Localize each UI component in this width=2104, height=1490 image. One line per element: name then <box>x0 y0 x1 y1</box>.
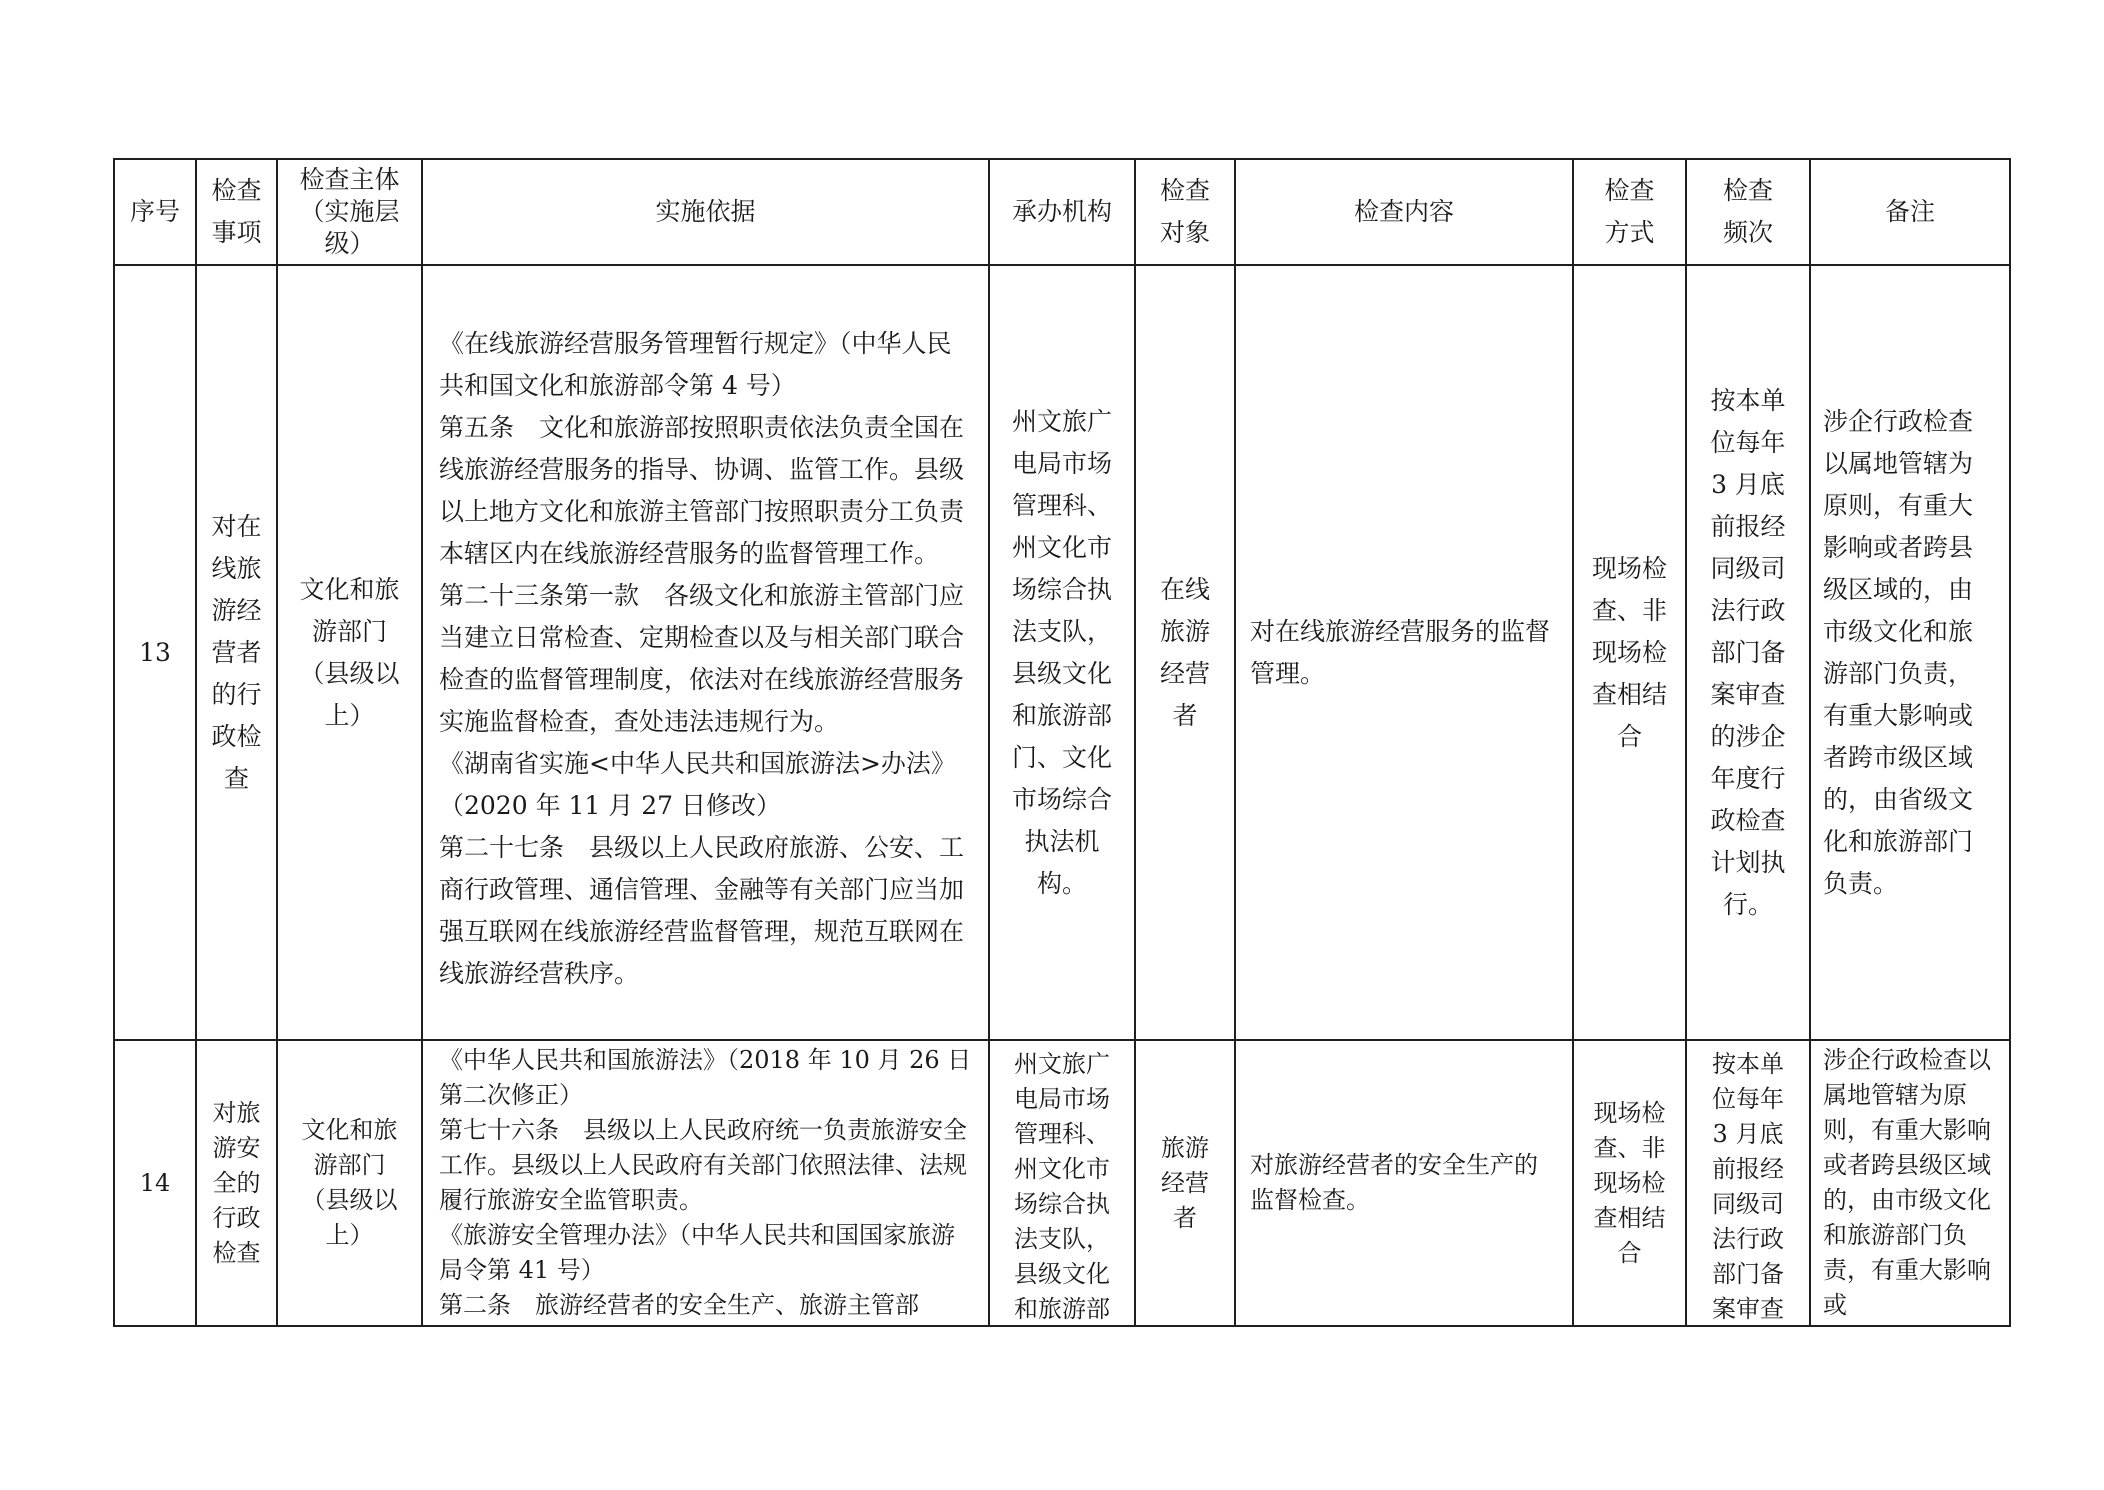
cell-agency: 州文旅广 电局市场 管理科、 州文化市 场综合执 法支队， 县级文化 和旅游部 <box>989 1040 1135 1326</box>
cell-item: 对旅 游安 全的 行政 检查 <box>196 1040 277 1326</box>
cell-method: 现场检 查、非 现场检 查相结 合 <box>1573 1040 1686 1326</box>
header-note: 备注 <box>1810 159 2010 265</box>
cell-note: 涉企行政检查以属地管辖为原则，有重大影响或者跨县级区域的，由市级文化和旅游部门负责，有重大影响或 <box>1810 1040 2010 1326</box>
cell-subject: 文化和旅 游部门 （县级以 上） <box>277 265 422 1040</box>
cell-seq: 14 <box>114 1040 196 1326</box>
inspection-table <box>113 158 2011 1327</box>
cell-frequency: 按本单 位每年 3 月底 前报经 同级司 法行政 部门备 案审查 的涉企 年度行 政检查 计划执 行。 <box>1686 265 1810 1040</box>
header-method: 检查 方式 <box>1573 159 1686 265</box>
cell-target: 在线 旅游 经营 者 <box>1135 265 1235 1040</box>
cell-agency: 州文旅广 电局市场 管理科、 州文化市 场综合执 法支队， 县级文化 和旅游部 门、文化 市场综合 执法机 构。 <box>989 265 1135 1040</box>
cell-frequency: 按本单 位每年 3 月底 前报经 同级司 法行政 部门备 案审查 <box>1686 1040 1810 1326</box>
header-subject: 检查主体 （实施层 级） <box>277 159 422 265</box>
cell-basis: 《在线旅游经营服务管理暂行规定》（中华人民共和国文化和旅游部令第 4 号） 第五条 文化和旅游部按照职责依法负责全国在线旅游经营服务的指导、协调、监管工作。县级以上地方文化和旅游主管部门按照职责分工负责本辖区内在线旅游经营服务的监督管理工作。 第二十三条第一款 各级文化和旅游主管部门应当建立日常检查、定期检查以及与相关部门联合检查的监督管理制度，依法对在线旅游经营服务实施监督检查，查处违法违规行为。 《湖南省实施<中华人民共和国旅游法>办法》（2020 年 11 月 27 日修改） 第二十七条 县级以上人民政府旅游、公安、工商行政管理、通信管理、金融等有关部门应当加强互联网在线旅游经营监督管理，规范互联网在线旅游经营秩序。 <box>422 265 989 1040</box>
header-content: 检查内容 <box>1235 159 1573 265</box>
cell-note: 涉企行政检查以属地管辖为原则，有重大影响或者跨县级区域的，由市级文化和旅游部门负责，有重大影响或者跨市级区域的，由省级文化和旅游部门负责。 <box>1810 265 2010 1040</box>
cell-content: 对在线旅游经营服务的监督管理。 <box>1235 265 1573 1040</box>
cell-method: 现场检 查、非 现场检 查相结 合 <box>1573 265 1686 1040</box>
table-row <box>114 1040 2010 1326</box>
header-target: 检查 对象 <box>1135 159 1235 265</box>
cell-seq: 13 <box>114 265 196 1040</box>
cell-basis: 《中华人民共和国旅游法》（2018 年 10 月 26 日第二次修正） 第七十六条 县级以上人民政府统一负责旅游安全工作。县级以上人民政府有关部门依照法律、法规履行旅游安全监管职责。 《旅游安全管理办法》（中华人民共和国国家旅游局令第 41 号） 第二条 旅游经营者的安全生产、旅游主管部 <box>422 1040 989 1326</box>
header-agency: 承办机构 <box>989 159 1135 265</box>
header-basis: 实施依据 <box>422 159 989 265</box>
header-frequency: 检查 频次 <box>1686 159 1810 265</box>
cell-target: 旅游 经营 者 <box>1135 1040 1235 1326</box>
table-row <box>114 265 2010 1040</box>
cell-subject: 文化和旅 游部门 （县级以 上） <box>277 1040 422 1326</box>
cell-item: 对在 线旅 游经 营者 的行 政检 查 <box>196 265 277 1040</box>
header-item: 检查 事项 <box>196 159 277 265</box>
cell-content: 对旅游经营者的安全生产的监督检查。 <box>1235 1040 1573 1326</box>
header-seq: 序号 <box>114 159 196 265</box>
header-row <box>114 159 2010 265</box>
